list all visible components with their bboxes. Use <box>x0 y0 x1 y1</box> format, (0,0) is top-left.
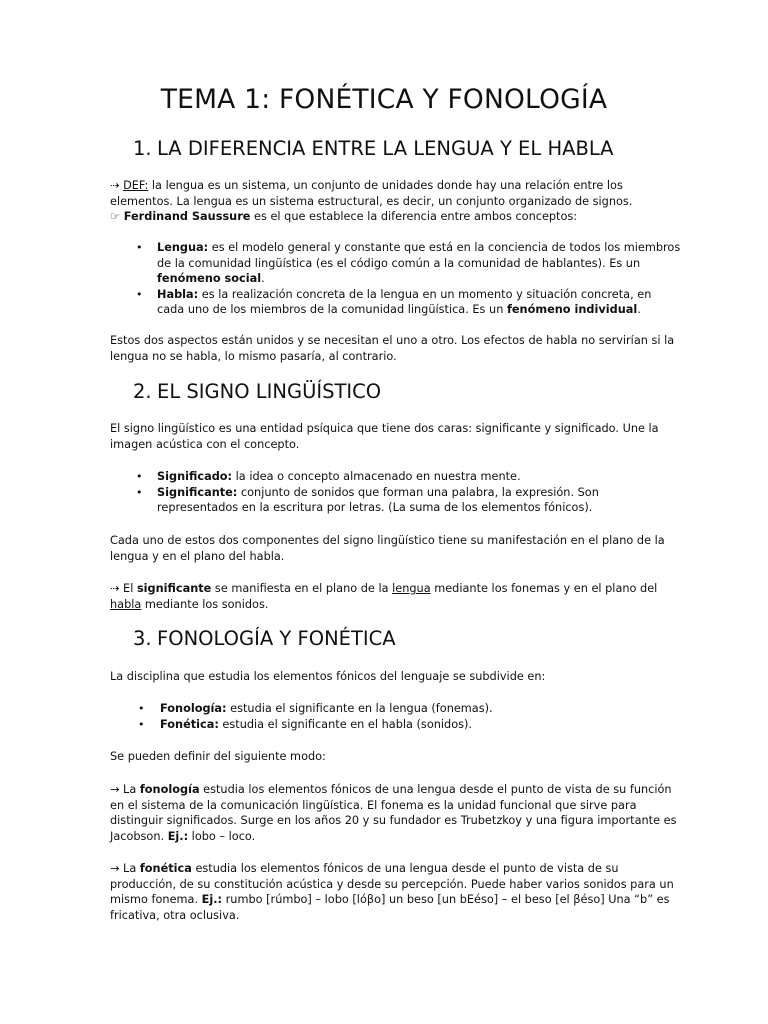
section-1-heading <box>133 137 613 160</box>
paragraph-text: mediante los sonidos. <box>141 597 269 611</box>
underlined-term: habla <box>110 597 142 611</box>
section-2-number: 2. <box>133 380 152 403</box>
paragraph <box>110 421 670 452</box>
paragraph: Se pueden definir del siguiente modo: <box>110 750 326 763</box>
paragraph-text: en el sistema de la comunicación lingüística. El fonema es la unidad funcional que sirve para <box>110 798 637 812</box>
disciplines-list <box>110 701 670 732</box>
example-label: Ej.: <box>167 829 189 843</box>
paragraph-text: Jacobson. <box>110 829 168 843</box>
list-item <box>110 240 681 287</box>
bullet-text: conjunto de sonidos que forman una palabra, la expresión. Son <box>237 485 599 499</box>
bold-term: fonética <box>139 862 192 875</box>
bullet-text: cada uno de los miembros de la comunidad lingüística. Es un <box>157 303 507 317</box>
bullet-term: Significado: <box>157 470 233 483</box>
bullet-term: Fonología: <box>160 702 227 715</box>
paragraph-text: rumbo [rúmbo] – lobo [lóβo] un beso [un bEéso] – el beso [el βéso] Una “b” es <box>222 893 670 907</box>
bullet-bold-text: fenómeno social <box>157 272 262 286</box>
arrow-icon: ⇢ El <box>110 582 137 595</box>
paragraph <box>110 581 670 612</box>
bold-term: fonología <box>139 783 200 796</box>
saussure-text: es el que establece la diferencia entre ambos conceptos: <box>250 210 578 224</box>
bullet-icon: • <box>136 485 143 499</box>
bullet-text: estudia el significante en la lengua (fonemas). <box>226 702 493 715</box>
definition-paragraph <box>110 178 670 225</box>
page-title: TEMA 1: FONÉTICA Y FONOLOGÍA <box>160 84 608 115</box>
paragraph-text: distinguir significados. Surge en los años 20 y su fundador es Trubetzkoy y una figura importante es <box>110 814 677 828</box>
bullet-text: es la realización concreta de la lengua en un momento y situación concreta, en <box>198 287 652 301</box>
pointing-hand-icon: ☞ <box>110 210 121 224</box>
paragraph <box>110 333 675 364</box>
signo-list <box>110 469 670 516</box>
saussure-name: Ferdinand Saussure <box>123 210 251 224</box>
arrow-icon: → La <box>110 862 140 875</box>
example-label: Ej.: <box>201 893 223 907</box>
section-1-number: 1. <box>133 137 152 160</box>
bullet-bold-text: fenómeno individual <box>506 303 638 317</box>
bullet-term: Lengua: <box>157 241 209 254</box>
section-1-title: LA DIFERENCIA ENTRE LA LENGUA Y EL HABLA <box>157 137 614 160</box>
bullet-term: Fonética: <box>160 717 219 731</box>
bullet-text: estudia el significante en el habla (sonidos). <box>218 717 472 731</box>
list-item <box>110 701 670 717</box>
list-item <box>110 287 670 318</box>
section-2-title: EL SIGNO LINGÜÍSTICO <box>157 380 382 403</box>
paragraph-text: fricativa, otra oclusiva. <box>110 908 240 922</box>
bullet-icon: • <box>138 702 145 715</box>
bullet-icon: • <box>136 287 143 301</box>
paragraph-line: Cada uno de estos dos componentes del signo lingüístico tiene su manifestación en el plano de la <box>110 534 665 547</box>
bullet-icon: • <box>136 241 143 254</box>
bullet-text: . <box>637 303 641 317</box>
paragraph-line: lengua y en el plano del habla. <box>110 549 285 563</box>
paragraph-line: Estos dos aspectos están unidos y se necesitan el uno a otro. Los efectos de habla no servirían si la <box>110 334 675 347</box>
paragraph-line: imagen acústica con el concepto. <box>110 437 300 451</box>
bullet-term: Habla: <box>157 287 199 301</box>
lengua-habla-list <box>110 240 681 318</box>
bullet-text: la idea o concepto almacenado en nuestra mente. <box>232 470 521 483</box>
bullet-text: representados en la escritura por letras. (La suma de los elementos fónicos). <box>157 501 593 515</box>
paragraph-line: El signo lingüístico es una entidad psíquica que tiene dos caras: significante y significado. Une la <box>110 422 659 435</box>
paragraph-text: estudia los elementos fónicos de una lengua desde el punto de vista de su <box>191 862 619 875</box>
paragraph-text: estudia los elementos fónicos de una lengua desde el punto de vista de su función <box>199 783 672 796</box>
paragraph-text: se manifiesta en el plano de la <box>211 582 393 595</box>
bullet-text: es el modelo general y constante que está en la conciencia de todos los miembros <box>208 241 681 254</box>
bold-term: significante <box>136 582 212 595</box>
section-2-heading <box>133 380 381 403</box>
paragraph-text: mediante los fonemas y en el plano del <box>430 582 658 595</box>
paragraph-text: mismo fonema. <box>110 893 202 907</box>
fonologia-paragraph <box>110 782 677 844</box>
def-text-line-1: la lengua es un sistema, un conjunto de unidades donde hay una relación entre los <box>148 179 623 192</box>
paragraph-text: lobo – loco. <box>188 829 256 843</box>
list-item <box>110 717 670 733</box>
bullet-text: de la comunidad lingüística (es el código común a la comunidad de hablantes). Es un <box>157 256 641 270</box>
bullet-term: Significante: <box>157 485 238 499</box>
section-3-number: 3. <box>133 627 152 650</box>
arrow-icon: → La <box>110 783 140 796</box>
def-text-line-2: elementos. La lengua es un sistema estructural, es decir, un conjunto organizado de signos. <box>110 194 633 208</box>
paragraph <box>110 533 670 564</box>
list-item <box>110 469 670 485</box>
def-label: DEF: <box>123 179 149 192</box>
arrow-icon: ⇢ <box>110 179 120 192</box>
list-item <box>110 485 670 516</box>
paragraph-text: producción, de su constitución acústica y desde su percepción. Puede haber varios sonidos para un <box>110 877 674 891</box>
paragraph: La disciplina que estudia los elementos fónicos del lenguaje se subdivide en: <box>110 670 546 683</box>
underlined-term: lengua <box>392 582 431 595</box>
section-3-heading <box>133 627 396 650</box>
fonetica-paragraph <box>110 861 674 923</box>
bullet-icon: • <box>138 717 145 731</box>
bullet-icon: • <box>136 470 143 483</box>
section-3-title: FONOLOGÍA Y FONÉTICA <box>157 627 396 650</box>
bullet-text: . <box>261 272 265 286</box>
paragraph-line: lengua no se habla, lo mismo pasaría, al contrario. <box>110 349 397 363</box>
